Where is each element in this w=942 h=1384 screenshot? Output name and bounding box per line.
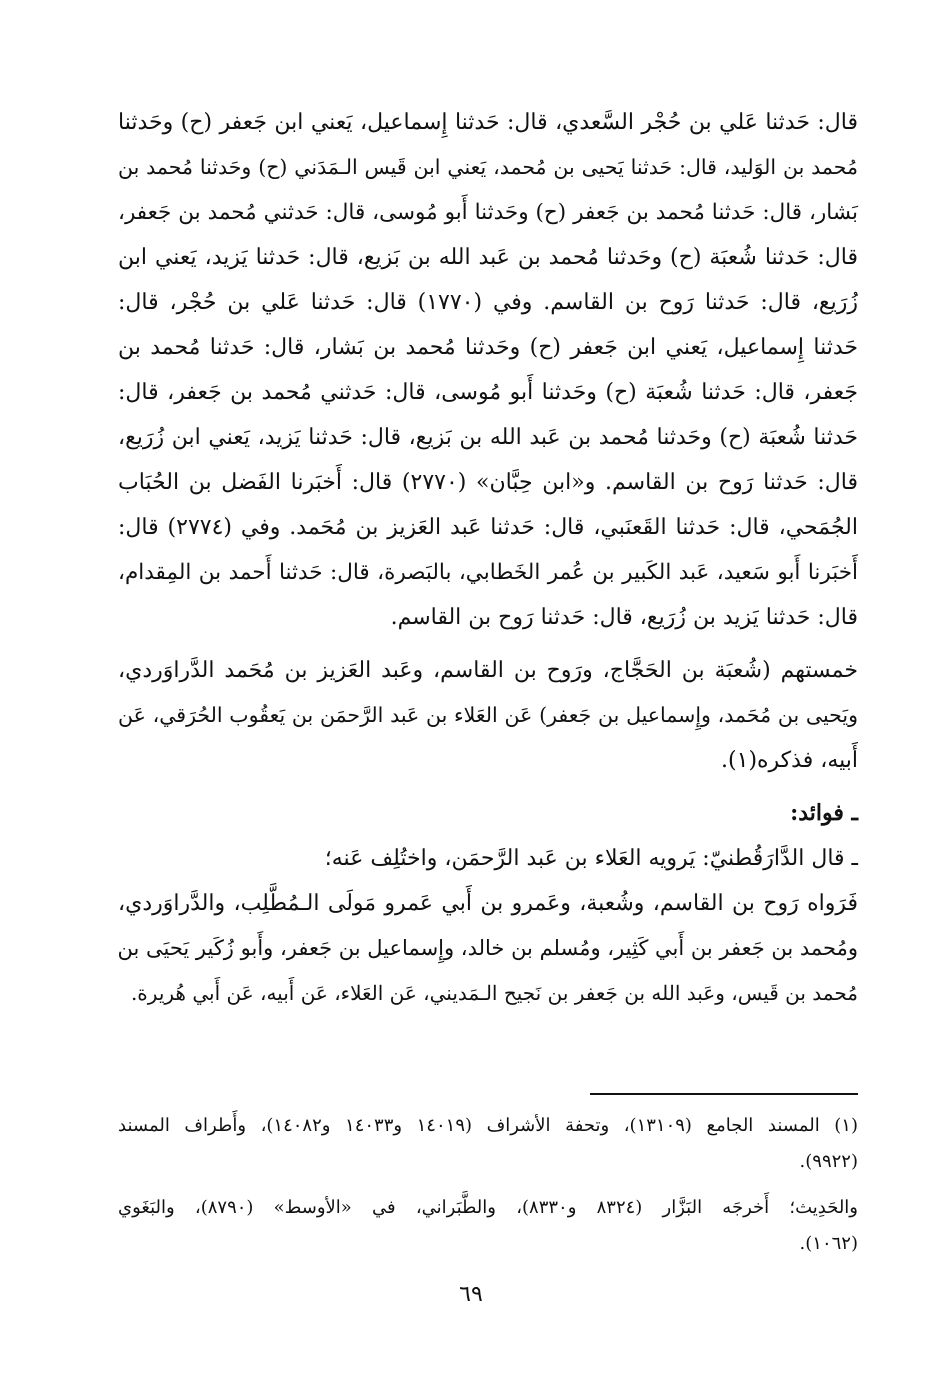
daraqutni-line: ـ قال الدَّارَقُطنيّ: يَرويه العَلاء بن عَبد الرَّحمَن، واختُلِف عَنه؛ [324, 846, 858, 871]
footnote-separator [590, 1093, 858, 1095]
text-line: قال: حَدثنا شُعبَة (ح) وحَدثنا مُحمد بن عَبد الله بن بَزيع، قال: حَدثنا يَزيد، يَعني ابن [118, 245, 858, 270]
text-line: حَدثنا شُعبَة (ح) وحَدثنا مُحمد بن عَبد الله بن بَزيع، قال: حَدثنا يَزيد، يَعني ابن زُرَيع، [118, 425, 858, 450]
paragraph-summary [118, 648, 858, 783]
footnote-2 [118, 1190, 858, 1262]
text-line: أَبيه، فذكره(١). [721, 748, 858, 773]
footnote-1 [118, 1108, 858, 1180]
text-line: الجُمَحي، قال: حَدثنا القَعنَبي، قال: حَدثنا عَبد العَزيز بن مُحَمد. وفي (٢٧٧٤) قال: [118, 515, 858, 540]
text-line: قال: حَدثنا يَزيد بن زُرَيع، قال: حَدثنا رَوح بن القاسم. [390, 605, 858, 630]
footnote-line: والحَدِيث؛ أَخرجَه البَزَّار (٨٣٢٤ و٨٣٣٠)، والطَّبَراني، في «الأوسط» (٨٧٩٠)، والبَغَوي [118, 1197, 859, 1218]
text-line: جَعفر، قال: حَدثنا شُعبَة (ح) وحَدثنا أَبو مُوسى، قال: حَدثني مُحمد بن جَعفر، قال: [118, 380, 858, 405]
footnote-line: (١٠٦٢). [799, 1233, 858, 1254]
text-line: مُحمد بن قَيس، وعَبد الله بن جَعفر بن نَجيح الـمَديني، عَن العَلاء، عَن أَبيه، عَن أَبي هُريرة. [130, 981, 858, 1005]
paragraph-isnad [118, 100, 858, 640]
fawaid-heading: ـ فوائد: [790, 800, 858, 826]
footnote-line: (١) المسند الجامع (١٣١٠٩)، وتحفة الأشراف (١٤٠١٩ و١٤٠٣٣ و١٤٠٨٢)، وأَطراف المسند [118, 1115, 858, 1136]
footnotes [118, 1108, 858, 1262]
text-line: قال: حَدثنا رَوح بن القاسم. و«ابن حِبَّان» (٢٧٧٠) قال: أَخبَرنا الفَضل بن الحُبَاب [118, 470, 858, 495]
text-line: بَشار، قال: حَدثنا مُحمد بن جَعفر (ح) وحَدثنا أَبو مُوسى، قال: حَدثني مُحمد بن جَعفر، [118, 200, 858, 225]
page-number: ٦٩ [459, 1282, 483, 1307]
main-text [118, 100, 858, 1016]
text-line: حَدثنا إِسماعيل، يَعني ابن جَعفر (ح) وحَدثنا مُحمد بن بَشار، قال: حَدثنا مُحمد بن [118, 335, 858, 360]
paragraph-riwaya [118, 881, 858, 1016]
text-line: مُحمد بن الوَليد، قال: حَدثنا يَحيى بن مُحمد، يَعني ابن قَيس الـمَدَني (ح) وحَدثنا مُحمد بن [118, 155, 858, 179]
text-line: ومُحمد بن جَعفر بن أَبي كَثِير، ومُسلم بن خالد، وإِسماعيل بن جَعفر، وأَبو زُكَير يَحيَى بن [117, 936, 858, 960]
text-line: زُرَيع، قال: حَدثنا رَوح بن القاسم. وفي (١٧٧٠) قال: حَدثنا عَلي بن حُجْر، قال: [118, 290, 858, 315]
footnote-line: (٩٩٢٢). [799, 1151, 858, 1172]
text-line: قال: حَدثنا عَلي بن حُجْر السَّعدي، قال: حَدثنا إِسماعيل، يَعني ابن جَعفر (ح) وحَدثنا [118, 110, 858, 135]
text-line: فَرَواه رَوح بن القاسم، وشُعبة، وعَمرو بن أَبي عَمرو مَولَى الـمُطَّلِب، والدَّراوَردي، [118, 891, 858, 916]
text-line: خمستهم (شُعبَة بن الحَجَّاج، ورَوح بن القاسم، وعَبد العَزيز بن مُحَمد الدَّراوَردي، [118, 658, 858, 683]
text-line: أَخبَرنا أَبو سَعيد، عَبد الكَبير بن عُمر الخَطابي، بالبَصرة، قال: حَدثنا أَحمد بن المِقدام، [118, 560, 858, 585]
text-line: ويَحيى بن مُحَمد، وإِسماعيل بن جَعفر) عَن العَلاء بن عَبد الرَّحمَن بن يَعقُوب الحُرَقي، عَن [118, 703, 858, 727]
